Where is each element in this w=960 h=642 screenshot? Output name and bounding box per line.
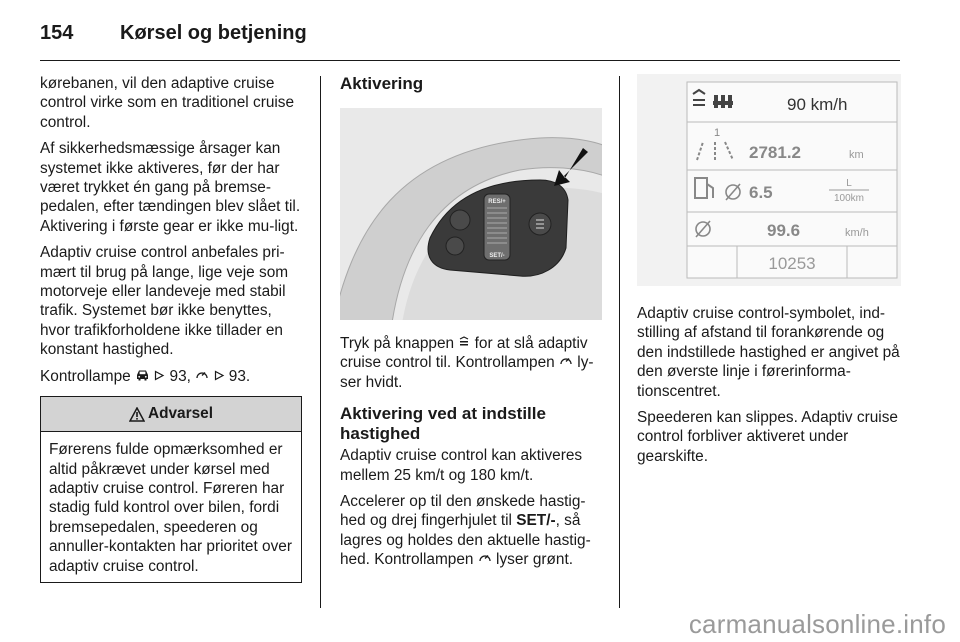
paragraph: [340, 492, 602, 570]
display-distance: 2781.2: [749, 143, 801, 162]
set-label: SET/-: [489, 253, 505, 259]
page-number: 154: [40, 21, 74, 44]
display-fuel-unit-bottom: 100km: [833, 193, 865, 204]
page-title: Kørsel og betjening: [120, 21, 307, 44]
warning-box: [40, 396, 302, 583]
car-icon: [135, 367, 150, 386]
column-divider-1: [320, 76, 321, 608]
display-speed: 90 km/h: [787, 95, 848, 114]
page-reference-link[interactable]: 93,: [169, 367, 191, 385]
warning-triangle-icon: [129, 407, 145, 422]
display-odometer: 10253: [768, 254, 816, 273]
cruise-lamp-icon: [195, 367, 209, 386]
warning-text: Førerens fulde opmærksomhed er altid påkrævet under kørsel med adaptiv cruise control. Føreren har stadig fuld kontrol over bilen, fordi bremsepedalen, speederen og annuller-kontakten har prioritet over adaptiv cruise control.: [49, 441, 292, 575]
paragraph: kørebanen, vil den adaptive cruise control virke som en traditionel cruise control.: [40, 75, 295, 131]
column-1: [40, 74, 302, 583]
text-fragment: ly-ser hvidt.: [340, 354, 594, 391]
activation-instruction: [340, 334, 602, 392]
page-header: [40, 16, 307, 50]
paragraph: Speederen kan slippes. Adaptiv cruise control forbliver aktiveret under gearskifte.: [637, 409, 898, 465]
paragraph: Adaptiv cruise control-symbolet, ind-stilling af afstand til forankørende og den indstillede hastighed er angivet på den øverste linje i førerinforma-tionscentret.: [637, 305, 900, 400]
subsection-heading: Aktivering ved at indstille hastighed: [340, 404, 546, 444]
text-fragment: Accelerer op til den ønskede hastig-hed og drej fingerhjulet til: [340, 493, 586, 530]
header-rule: [40, 60, 900, 61]
display-fuel-unit-top: L: [846, 178, 852, 189]
display-fuel: 6.5: [749, 183, 773, 202]
kontrollampe-line: [40, 367, 302, 386]
text-fragment: lyser grønt.: [496, 551, 574, 569]
set-button-label: SET/-: [516, 512, 556, 530]
display-distance-unit: km: [849, 149, 864, 161]
display-level: 1: [714, 127, 721, 139]
column-3: [637, 74, 901, 473]
text-fragment: Tryk på knappen: [340, 335, 455, 352]
page-reference-icon[interactable]: [214, 367, 225, 386]
text-fragment: , så lagres og holdes den aktuelle hastig-hed. Kontrollampen: [340, 512, 591, 569]
warning-header: [41, 397, 301, 432]
paragraph: Af sikkerhedsmæssige årsager kan systemet ikke aktiveres, før der har været trykket én gang på bremse-pedalen, efter tændingen blev slået til. Aktivering i første gear er ikke mu-ligt.: [40, 140, 301, 235]
column-divider-2: [619, 76, 620, 608]
cruise-lamp-icon: [478, 550, 492, 569]
page-reference-link[interactable]: 93.: [228, 367, 251, 385]
warning-title: Advarsel: [147, 405, 214, 423]
adaptive-cruise-button-icon: [458, 334, 470, 353]
driver-information-display-image: [637, 74, 901, 286]
column-2: [340, 74, 602, 577]
kontrollampe-label: Kontrollampe: [40, 367, 131, 385]
section-heading: Aktivering: [340, 74, 424, 93]
text-fragment: for at slå adaptiv cruise control til. Kontrollampen: [340, 335, 588, 372]
cruise-lamp-icon: [559, 353, 573, 372]
paragraph: Adaptiv cruise control kan aktiveres mellem 25 km/t og 180 km/t.: [340, 447, 583, 484]
watermark: carmanualsonline.info: [688, 609, 946, 639]
res-label: RES/+: [488, 199, 506, 205]
display-avg-speed-unit: km/h: [845, 227, 869, 239]
paragraph: Adaptiv cruise control anbefales pri-mært til brug på lange, lige veje som motorveje eller landeveje med stabil trafik. Systemet bør ikke benyttes, hvor trafikforholdene ikke tillader en konstant hastighed.: [40, 244, 289, 359]
display-avg-speed: 99.6: [767, 221, 801, 240]
page-reference-icon[interactable]: [154, 367, 165, 386]
steering-wheel-image: [340, 108, 602, 320]
